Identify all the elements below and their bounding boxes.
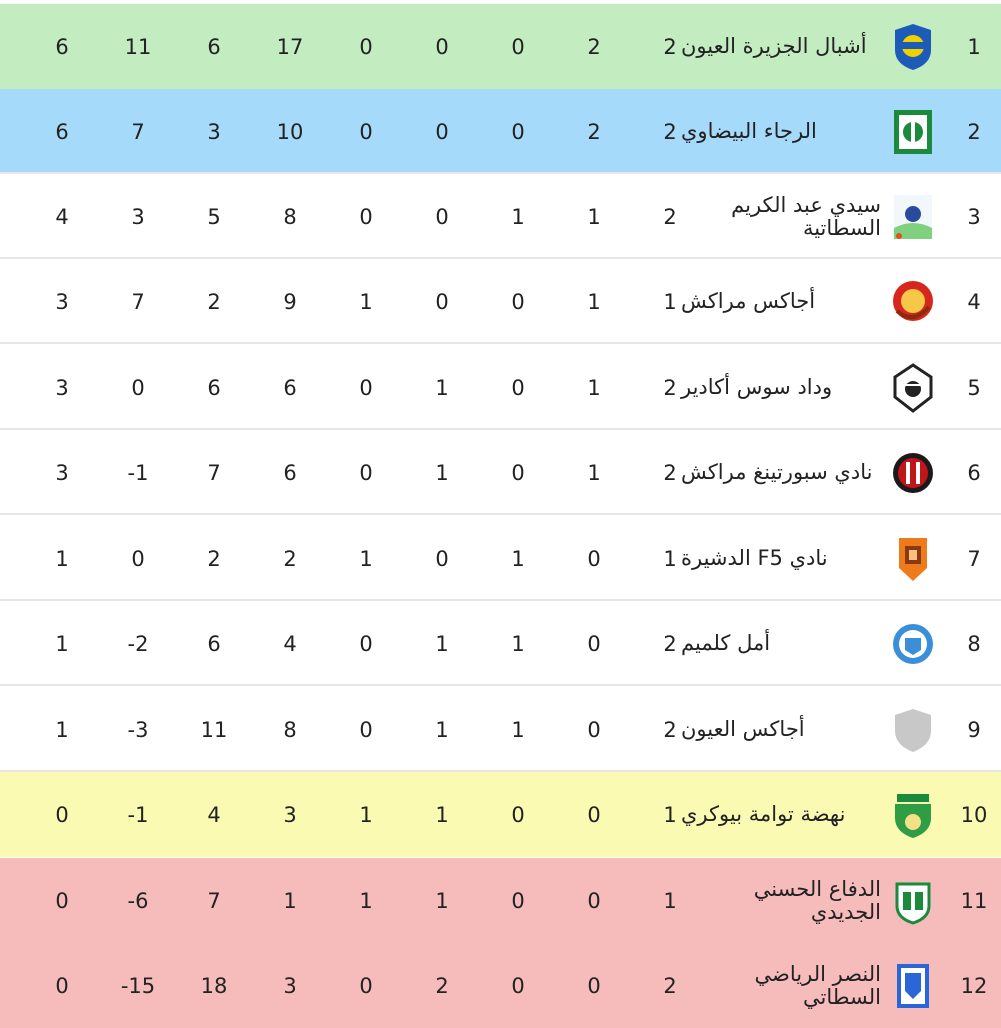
stat-cell-c7: 6 xyxy=(207,34,221,59)
stat-cell-c8: 7 xyxy=(131,289,145,314)
rank-cell: 8 xyxy=(967,631,981,656)
stat-cell-lost: 0 xyxy=(435,204,449,229)
stat-cell-won: 0 xyxy=(587,546,601,571)
stat-cell-c9: 0 xyxy=(55,802,69,827)
stat-cell-won: 1 xyxy=(587,375,601,400)
stat-cell-c9: 6 xyxy=(55,34,69,59)
stat-cell-lost: 0 xyxy=(435,119,449,144)
stat-cell-c7: 2 xyxy=(207,289,221,314)
rank-cell: 12 xyxy=(960,973,988,998)
stat-cell-played: 2 xyxy=(663,717,677,742)
rank-cell: 2 xyxy=(967,119,981,144)
team-name[interactable]: نادي F5 الدشيرة xyxy=(681,546,828,570)
placeholder-shield-logo xyxy=(889,687,937,772)
team-name[interactable]: الرجاء البيضاوي xyxy=(681,119,817,143)
team-name[interactable]: أشبال الجزيرة العيون xyxy=(681,34,867,58)
dhj-logo xyxy=(889,858,937,943)
rank-cell: 11 xyxy=(960,888,988,913)
rank-cell: 7 xyxy=(967,546,981,571)
stat-cell-c8: 0 xyxy=(131,375,145,400)
stat-cell-c7: 4 xyxy=(207,802,221,827)
stat-cell-c9: 3 xyxy=(55,289,69,314)
rank-cell: 6 xyxy=(967,460,981,485)
stat-cell-gf: 1 xyxy=(359,289,373,314)
stat-cell-drawn: 1 xyxy=(511,631,525,656)
stat-cell-gf: 1 xyxy=(359,888,373,913)
stat-cell-c7: 7 xyxy=(207,888,221,913)
stat-cell-lost: 1 xyxy=(435,375,449,400)
rank-cell: 3 xyxy=(967,204,981,229)
stat-cell-drawn: 1 xyxy=(511,717,525,742)
stat-cell-drawn: 1 xyxy=(511,546,525,571)
stat-cell-c8: -1 xyxy=(127,802,149,827)
stat-cell-played: 2 xyxy=(663,973,677,998)
stat-cell-drawn: 0 xyxy=(511,802,525,827)
stat-cell-c9: 0 xyxy=(55,888,69,913)
nasr-settat-logo xyxy=(889,943,937,1028)
stat-cell-c7: 11 xyxy=(200,717,228,742)
sporting-marrakech-logo xyxy=(889,430,937,515)
stat-cell-ga: 1 xyxy=(283,888,297,913)
stat-cell-c7: 7 xyxy=(207,460,221,485)
stat-cell-c7: 2 xyxy=(207,546,221,571)
stat-cell-c8: 0 xyxy=(131,546,145,571)
stat-cell-lost: 1 xyxy=(435,631,449,656)
stat-cell-drawn: 0 xyxy=(511,375,525,400)
stat-cell-won: 0 xyxy=(587,717,601,742)
team-name[interactable]: نادي سبورتينغ مراكش xyxy=(681,460,873,484)
stat-cell-won: 0 xyxy=(587,802,601,827)
stat-cell-c7: 6 xyxy=(207,375,221,400)
asrtb-logo xyxy=(889,772,937,857)
amal-guelmim-logo xyxy=(889,601,937,686)
stat-cell-ga: 9 xyxy=(283,289,297,314)
team-name[interactable]: الدفاع الحسني الجديدي xyxy=(753,876,881,924)
stat-cell-c8: -3 xyxy=(127,717,149,742)
table-row[interactable] xyxy=(0,943,1001,1028)
stat-cell-c9: 3 xyxy=(55,460,69,485)
stat-cell-drawn: 0 xyxy=(511,34,525,59)
stat-cell-c8: 7 xyxy=(131,119,145,144)
stat-cell-played: 1 xyxy=(663,888,677,913)
stat-cell-drawn: 0 xyxy=(511,460,525,485)
stat-cell-c9: 6 xyxy=(55,119,69,144)
stat-cell-ga: 2 xyxy=(283,546,297,571)
stat-cell-played: 1 xyxy=(663,289,677,314)
wydad-souss-logo xyxy=(889,345,937,430)
stat-cell-lost: 1 xyxy=(435,802,449,827)
raja-logo xyxy=(889,89,937,174)
team-name[interactable]: النصر الرياضي السطاتي xyxy=(754,961,881,1009)
stat-cell-won: 0 xyxy=(587,631,601,656)
stat-cell-gf: 0 xyxy=(359,717,373,742)
table-row[interactable] xyxy=(0,174,1001,259)
stat-cell-gf: 0 xyxy=(359,973,373,998)
stat-cell-lost: 1 xyxy=(435,888,449,913)
table-row[interactable] xyxy=(0,601,1001,686)
stat-cell-lost: 1 xyxy=(435,460,449,485)
ajax-marrakech-logo xyxy=(889,259,937,344)
stat-cell-ga: 3 xyxy=(283,802,297,827)
stat-cell-lost: 2 xyxy=(435,973,449,998)
stat-cell-ga: 8 xyxy=(283,204,297,229)
stat-cell-won: 2 xyxy=(587,34,601,59)
stat-cell-played: 2 xyxy=(663,460,677,485)
stat-cell-c7: 6 xyxy=(207,631,221,656)
table-row[interactable] xyxy=(0,687,1001,772)
team-name[interactable]: نهضة توامة بيوكري xyxy=(681,802,846,826)
rank-cell: 4 xyxy=(967,289,981,314)
table-row[interactable] xyxy=(0,345,1001,430)
stat-cell-gf: 0 xyxy=(359,204,373,229)
stat-cell-c8: 3 xyxy=(131,204,145,229)
stat-cell-played: 2 xyxy=(663,204,677,229)
table-row[interactable] xyxy=(0,259,1001,344)
stat-cell-played: 2 xyxy=(663,34,677,59)
stat-cell-c8: -6 xyxy=(127,888,149,913)
team-name[interactable]: وداد سوس أكادير xyxy=(681,375,833,399)
stat-cell-lost: 0 xyxy=(435,289,449,314)
stat-cell-c9: 4 xyxy=(55,204,69,229)
stat-cell-won: 2 xyxy=(587,119,601,144)
stat-cell-drawn: 0 xyxy=(511,119,525,144)
stat-cell-c7: 18 xyxy=(200,973,228,998)
stat-cell-ga: 10 xyxy=(276,119,304,144)
stat-cell-ga: 8 xyxy=(283,717,297,742)
stat-cell-gf: 0 xyxy=(359,375,373,400)
stat-cell-played: 2 xyxy=(663,631,677,656)
stat-cell-gf: 0 xyxy=(359,34,373,59)
ajsa-logo xyxy=(889,174,937,259)
stat-cell-played: 2 xyxy=(663,119,677,144)
rank-cell: 1 xyxy=(967,34,981,59)
stat-cell-c7: 3 xyxy=(207,119,221,144)
stat-cell-c9: 3 xyxy=(55,375,69,400)
stat-cell-won: 0 xyxy=(587,973,601,998)
team-name[interactable]: أمل كلميم xyxy=(681,631,771,655)
stat-cell-ga: 4 xyxy=(283,631,297,656)
rank-cell: 9 xyxy=(967,717,981,742)
table-row[interactable] xyxy=(0,430,1001,515)
stat-cell-ga: 3 xyxy=(283,973,297,998)
stat-cell-c7: 5 xyxy=(207,204,221,229)
stat-cell-gf: 1 xyxy=(359,546,373,571)
table-row[interactable] xyxy=(0,4,1001,89)
stat-cell-lost: 0 xyxy=(435,546,449,571)
stat-cell-won: 1 xyxy=(587,289,601,314)
f5-dcheira-logo xyxy=(889,516,937,601)
team-name[interactable]: أجاكس العيون xyxy=(681,717,805,741)
stat-cell-c9: 0 xyxy=(55,973,69,998)
stat-cell-won: 1 xyxy=(587,460,601,485)
stat-cell-ga: 17 xyxy=(276,34,304,59)
stat-cell-c8: 11 xyxy=(124,34,152,59)
table-row[interactable] xyxy=(0,89,1001,174)
stat-cell-played: 2 xyxy=(663,375,677,400)
stat-cell-drawn: 0 xyxy=(511,973,525,998)
stat-cell-won: 0 xyxy=(587,888,601,913)
rank-cell: 10 xyxy=(960,802,988,827)
stat-cell-gf: 0 xyxy=(359,631,373,656)
table-row[interactable] xyxy=(0,516,1001,601)
stat-cell-lost: 0 xyxy=(435,34,449,59)
stat-cell-drawn: 0 xyxy=(511,289,525,314)
stat-cell-gf: 0 xyxy=(359,460,373,485)
team-name[interactable]: سيدي عبد الكريم السطاتية xyxy=(731,192,881,240)
stat-cell-drawn: 1 xyxy=(511,204,525,229)
stat-cell-c9: 1 xyxy=(55,546,69,571)
rank-cell: 5 xyxy=(967,375,981,400)
stat-cell-drawn: 0 xyxy=(511,888,525,913)
stat-cell-c8: -15 xyxy=(120,973,156,998)
stat-cell-c8: -2 xyxy=(127,631,149,656)
stat-cell-c9: 1 xyxy=(55,717,69,742)
stat-cell-gf: 0 xyxy=(359,119,373,144)
stat-cell-ga: 6 xyxy=(283,375,297,400)
table-row[interactable] xyxy=(0,772,1001,857)
stat-cell-ga: 6 xyxy=(283,460,297,485)
stat-cell-won: 1 xyxy=(587,204,601,229)
team-name[interactable]: أجاكس مراكش xyxy=(681,289,816,313)
stat-cell-played: 1 xyxy=(663,546,677,571)
stat-cell-c8: -1 xyxy=(127,460,149,485)
stat-cell-lost: 1 xyxy=(435,717,449,742)
table-row[interactable] xyxy=(0,858,1001,943)
stat-cell-gf: 1 xyxy=(359,802,373,827)
stat-cell-played: 1 xyxy=(663,802,677,827)
stat-cell-c9: 1 xyxy=(55,631,69,656)
al-jazeera-logo xyxy=(889,4,937,89)
